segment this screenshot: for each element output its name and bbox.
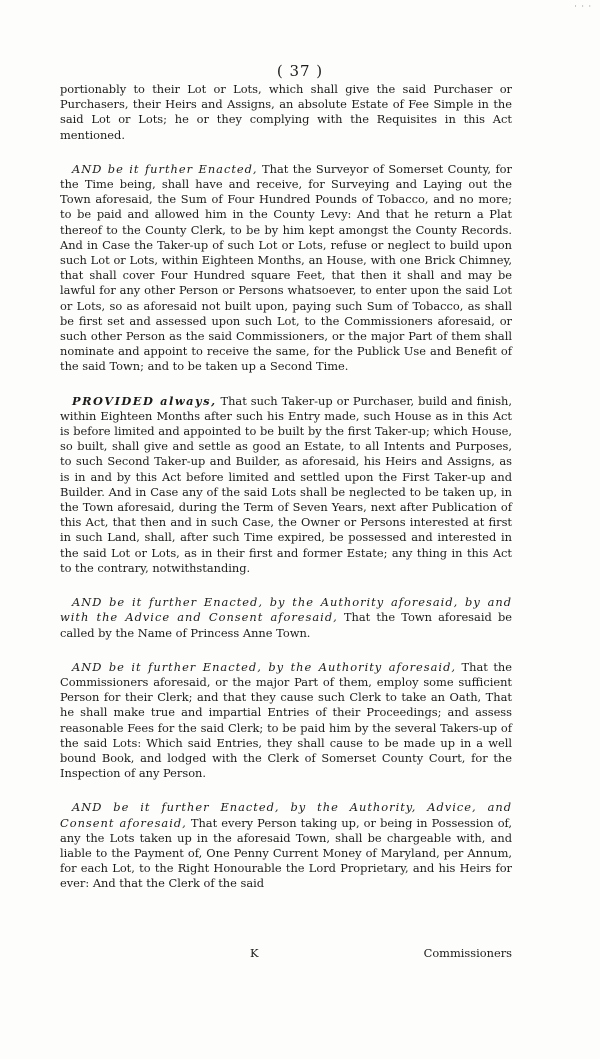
signature-mark: K (250, 946, 259, 960)
paragraph-text: That every Person taking up, or being in Possession of, any the Lots taken up in the aforesaid Town, shall be chargeable with, and liable to the Payment of, One Penny Current Money of Maryland, per Annum, for each Lot, to the Right Honourable the Lord Proprietary, and his Heirs for ever: And that the Clerk of the said (60, 815, 512, 891)
paragraph-provided (60, 394, 512, 576)
paragraph-text: That the Town aforesaid be called by the Name of Princess Anne Town. (60, 610, 512, 640)
paragraph-lead: AND be it further Enacted, by the Authority aforesaid, by and with the Advice and Consent aforesaid, (60, 595, 512, 625)
paragraph-lead: AND be it further Enacted, (72, 161, 258, 176)
paragraph-text: That the Commissioners aforesaid, or the major Part of them, employ some sufficient Person for their Clerk; and that they cause such Clerk to take an Oath, That he shall make true and impartial Entries of their Proceedings; and assess reasonable Fees for the said Clerk; to be paid him by the several Takers-up of the said Lots: Which said Entries, they shall cause to be made up in a well bound Book, and lodged with the Clerk of Somerset County Court, for the Inspection of any Person. (60, 659, 513, 781)
paragraph-text: That the Surveyor of Somerset County, for the Time being, shall have and receive, for Surveying and Laying out the Town aforesaid, the Sum of Four Hundred Pounds of Tobacco, and no more; to be paid and allowed him in the County Levy: And that he return a Plat thereof to the County Clerk, to be by him kept amongst the County Records. And in Case the Taker-up of such Lot or Lots, refuse or neglect to build upon such Lot or Lots, within Eighteen Months, an House, with one Brick Chimney, that shall cover Four Hundred square Feet, that then it shall and may be lawful for any other Person or Persons whatsoever, to enter upon the said Lot or Lots, so as aforesaid not built upon, paying such Sum of Tobacco, as shall be first set and assessed upon such Lot, to the Commissioners aforesaid, or such other Person as the said Commissioners, or the major Part of them shall nominate and appoint to receive the same, for the Publick Use and Benefit of the said Town; and to be taken up a Second Time. (60, 161, 512, 374)
paragraph-lead: AND be it further Enacted, by the Authority aforesaid, (72, 659, 456, 674)
page-number: ( 37 ) (276, 62, 324, 80)
paragraph-lead: PROVIDED always, (72, 393, 217, 408)
catchword: Commissioners (423, 946, 512, 960)
paragraph-surveyor (60, 162, 512, 375)
paragraph-clerk (60, 660, 512, 782)
paragraph-continuation (60, 82, 512, 143)
paragraph-text: portionably to their Lot or Lots, which shall give the said Purchaser or Purchasers, their Heirs and Assigns, an absolute Estate of Fee Simple in the said Lot or Lots; he or they complying with the Requisites in this Act mentioned. (60, 82, 512, 142)
paragraph-lead: AND be it further Enacted, by the Authority, Advice, and Consent aforesaid, (60, 800, 512, 830)
page-footer (60, 946, 512, 962)
paragraph-town-name (60, 595, 512, 641)
corner-mark: · · · (574, 2, 592, 11)
body-text (60, 82, 512, 911)
paragraph-quit-rent (60, 800, 512, 891)
paragraph-text: That such Taker-up or Purchaser, build and finish, within Eighteen Months after such his Entry made, such House as in this Act is before limited and appointed to be built by the first Taker-up; which House, so built, shall give and settle as good an Estate, to all Intents and Purposes, to such Second Taker-up and Builder, as aforesaid, his Heirs and Assigns, as is in and by this Act before limited and settled upon the First Taker-up and Builder. And in Case any of the said Lots shall be neglected to be taken up, in the Town aforesaid, during the Term of Seven Years, next after Publication of this Act, that then and in such Case, the Owner or Persons interested at first in such Land, shall, after such Time expired, be possessed and interested in the said Lot or Lots, as in their first and former Estate; any thing in this Act to the contrary, notwithstanding. (60, 393, 513, 575)
